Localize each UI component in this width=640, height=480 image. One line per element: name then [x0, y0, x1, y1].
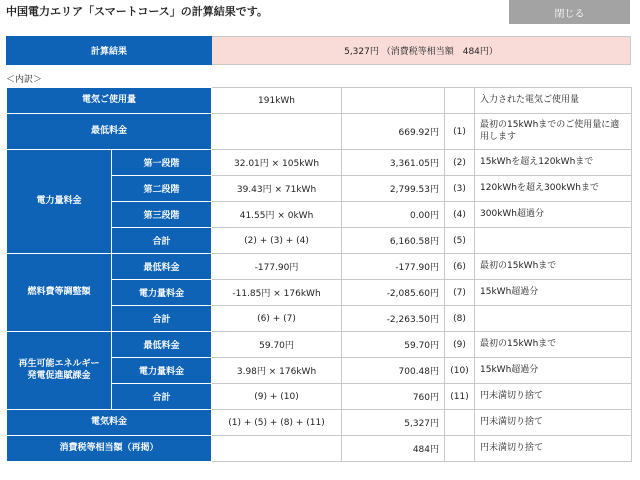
charge-note: 円未満切り捨て: [475, 410, 632, 436]
charge-formula: (1) + (5) + (8) + (11): [212, 410, 342, 436]
renewable-category: [7, 332, 112, 410]
renewable-min-label: 最低料金: [112, 332, 212, 358]
renewable-energy-label: 電力量料金: [112, 358, 212, 384]
table-row: [7, 436, 632, 462]
energy-tier3-formula: 41.55円 × 0kWh: [212, 202, 342, 228]
energy-total-amount: 6,160.58円: [342, 228, 445, 254]
fuel-total-ref: (8): [445, 306, 475, 332]
renewable-total-amount: 760円: [342, 384, 445, 410]
table-row: [7, 254, 632, 280]
summary-row: [7, 37, 631, 65]
breakdown-table: [6, 87, 632, 462]
energy-tier2-ref: (3): [445, 176, 475, 202]
renewable-total-ref: (11): [445, 384, 475, 410]
fuel-category: 燃料費等調整額: [7, 254, 112, 332]
summary-value: 5,327円 （消費税等相当額 484円）: [212, 37, 631, 65]
fuel-min-amount: -177.90円: [342, 254, 445, 280]
energy-category: 電力量料金: [7, 150, 112, 254]
close-button[interactable]: 閉じる: [509, 0, 630, 24]
fuel-energy-note: 15kWh超過分: [475, 280, 632, 306]
charge-amount: 5,327円: [342, 410, 445, 436]
renewable-min-formula: 59.70円: [212, 332, 342, 358]
energy-tier1-note: 15kWhを超え120kWhまで: [475, 150, 632, 176]
page-title: 中国電力エリア「スマートコース」の計算結果です。: [6, 5, 268, 18]
minimum-ref: (1): [445, 114, 475, 150]
renewable-energy-formula: 3.98円 × 176kWh: [212, 358, 342, 384]
renewable-min-amount: 59.70円: [342, 332, 445, 358]
renewable-energy-ref: (10): [445, 358, 475, 384]
usage-formula: 191kWh: [212, 88, 342, 114]
energy-tier1-label: 第一段階: [112, 150, 212, 176]
energy-tier1-formula: 32.01円 × 105kWh: [212, 150, 342, 176]
minimum-note: 最初の15kWhまでのご使用量に適用します: [475, 114, 632, 150]
renewable-energy-amount: 700.48円: [342, 358, 445, 384]
fuel-total-formula: (6) + (7): [212, 306, 342, 332]
fuel-min-note: 最初の15kWhまで: [475, 254, 632, 280]
fuel-min-label: 最低料金: [112, 254, 212, 280]
energy-tier2-label: 第二段階: [112, 176, 212, 202]
tax-label: 消費税等相当額（再掲）: [7, 436, 212, 462]
fuel-energy-label: 電力量料金: [112, 280, 212, 306]
fuel-energy-ref: (7): [445, 280, 475, 306]
fuel-energy-amount: -2,085.60円: [342, 280, 445, 306]
renewable-total-label: 合計: [112, 384, 212, 410]
table-row: [7, 150, 632, 176]
table-row: [7, 114, 632, 150]
energy-tier1-ref: (2): [445, 150, 475, 176]
energy-tier2-note: 120kWhを超え300kWhまで: [475, 176, 632, 202]
breakdown-heading: ＜内訳＞: [6, 75, 43, 85]
renewable-label-line2: 発電促進賦課金: [27, 370, 91, 381]
renewable-total-note: 円未満切り捨て: [475, 384, 632, 410]
summary-table: [6, 36, 631, 65]
energy-total-ref: (5): [445, 228, 475, 254]
fuel-total-amount: -2,263.50円: [342, 306, 445, 332]
summary-label: 計算結果: [7, 37, 212, 65]
tax-note: 円未満切り捨て: [475, 436, 632, 462]
fuel-min-ref: (6): [445, 254, 475, 280]
energy-tier3-amount: 0.00円: [342, 202, 445, 228]
fuel-energy-formula: -11.85円 × 176kWh: [212, 280, 342, 306]
energy-tier2-formula: 39.43円 × 71kWh: [212, 176, 342, 202]
energy-tier3-label: 第三段階: [112, 202, 212, 228]
table-row: [7, 332, 632, 358]
table-row: [7, 88, 632, 114]
energy-total-formula: (2) + (3) + (4): [212, 228, 342, 254]
usage-note: 入力された電気ご使用量: [475, 88, 632, 114]
renewable-total-formula: (9) + (10): [212, 384, 342, 410]
tax-amount: 484円: [342, 436, 445, 462]
energy-tier3-ref: (4): [445, 202, 475, 228]
charge-label: 電気料金: [7, 410, 212, 436]
renewable-energy-note: 15kWh超過分: [475, 358, 632, 384]
renewable-min-ref: (9): [445, 332, 475, 358]
minimum-amount: 669.92円: [342, 114, 445, 150]
minimum-label: 最低料金: [7, 114, 212, 150]
energy-tier2-amount: 2,799.53円: [342, 176, 445, 202]
energy-tier3-note: 300kWh超過分: [475, 202, 632, 228]
fuel-total-label: 合計: [112, 306, 212, 332]
energy-tier1-amount: 3,361.05円: [342, 150, 445, 176]
table-row: [7, 410, 632, 436]
renewable-label-line1: 再生可能エネルギー: [18, 359, 100, 370]
fuel-min-formula: -177.90円: [212, 254, 342, 280]
energy-total-label: 合計: [112, 228, 212, 254]
renewable-min-note: 最初の15kWhまで: [475, 332, 632, 358]
usage-label: 電気ご使用量: [7, 88, 212, 114]
